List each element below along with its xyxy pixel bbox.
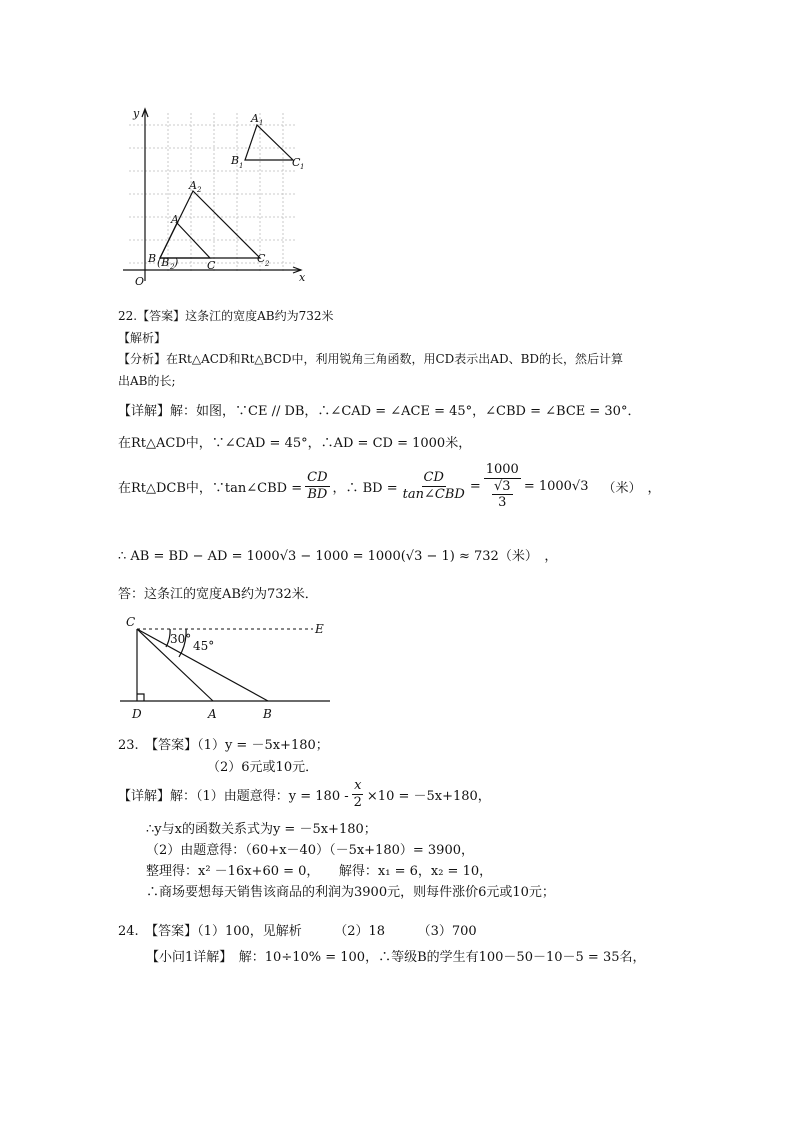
q22-eq1: = <box>469 478 481 494</box>
q23-detail-suffix: ×10 = －5x+180， <box>366 788 491 804</box>
frac3-den <box>490 479 515 511</box>
label-b2: (B <box>157 256 170 269</box>
label-e: E <box>315 622 324 636</box>
angle-45-label: 45° <box>193 639 215 653</box>
q23-answer-2: （2）6元或10元． <box>207 760 319 775</box>
q23-detail <box>118 778 491 810</box>
label-c2-sub: 2 <box>265 260 270 268</box>
label-b2-close: ) <box>174 256 179 269</box>
q23-relation: ∴y与x的函数关系式为y = －5x+180； <box>146 822 377 837</box>
coordinate-figure <box>115 103 315 293</box>
label-a2: A <box>189 179 197 192</box>
origin-label: O <box>135 275 145 288</box>
q22-dcb-prefix: 在Rt△DCB中，∵tan∠CBD = <box>118 480 303 496</box>
frac3-num: 1000 <box>485 462 519 477</box>
figure2-labels <box>126 615 324 721</box>
axis-x-label: x <box>299 271 306 284</box>
frac2-num: CD <box>423 470 444 486</box>
label-d: D <box>132 707 142 721</box>
label-b1-sub: 1 <box>239 162 244 170</box>
fraction-x-2 <box>352 778 364 810</box>
q22-xiangjie: 【详解】解：如图，∵CE // DB，∴∠CAD = ∠ACE = 45°，∠CBD = ∠BCE = 30°． <box>118 404 641 419</box>
fraction-cd-bd <box>305 470 329 502</box>
label-b: B <box>263 707 272 721</box>
q24-detail: 【小问1详解】 解：10÷10% = 100，∴等级B的学生有100－50－10－5 = 35名， <box>146 950 646 965</box>
q23-answer-1: 23. 【答案】（1）y = －5x+180； <box>118 738 329 753</box>
frac1-num: CD <box>307 470 328 486</box>
axis-y-label: y <box>133 107 140 120</box>
fraction-cd-tan <box>401 470 467 502</box>
angle-30-label: 30° <box>170 632 192 646</box>
label-a: A <box>208 707 217 721</box>
q23-conclusion: ∴商场要想每天销售该商品的利润为3900元，则每件涨价6元或10元； <box>146 885 555 900</box>
q22-line-ab: ∴ AB = BD − AD = 1000√3 − 1000 = 1000(√3 − 1) ≈ 732（米） ， <box>118 549 558 564</box>
q22-line-acd: 在Rt△ACD中，∵∠CAD = 45°，∴AD = CD = 1000米， <box>118 436 472 451</box>
label-a: A <box>171 213 179 226</box>
frac2-den: tan∠CBD <box>402 486 465 502</box>
label-b1: B <box>231 154 240 167</box>
triangle-abc <box>160 223 210 258</box>
q23-frac-den: 2 <box>353 794 362 810</box>
q22-line-dcb <box>118 462 661 511</box>
q22-eq2: = 1000√3 <box>523 478 589 494</box>
label-c1: C <box>292 156 301 169</box>
q22-therefore-bd: ，∴ BD = <box>332 480 398 496</box>
q22-fenxi-2: 出AB的长; <box>118 374 176 388</box>
frac3-den-den: 3 <box>498 495 507 511</box>
q23-detail-prefix: 【详解】解：（1）由题意得：y = 180 - <box>118 788 349 804</box>
label-a1: A <box>251 112 259 125</box>
figure1-labels <box>132 107 306 288</box>
q22-answer: 22.【答案】这条江的宽度AB约为732米 <box>118 309 334 323</box>
grid-lines <box>129 113 295 271</box>
fraction-1000-sqrt3 <box>484 462 521 511</box>
q22-unit: （米） <box>602 480 642 496</box>
label-c2: C <box>257 252 266 265</box>
label-a1-sub: 1 <box>259 119 264 127</box>
river-lines <box>120 629 330 701</box>
q22-final-answer: 答：这条江的宽度AB约为732米． <box>118 587 318 602</box>
frac1-den: BD <box>307 486 328 502</box>
label-c1-sub: 1 <box>300 163 305 171</box>
label-b: B <box>148 252 157 265</box>
triangle-a1b1c1 <box>245 125 293 160</box>
q22-fenxi-1: 【分析】在Rt△ACD和Rt△BCD中，利用锐角三角函数，用CD表示出AD、BD的长，然后计算 <box>118 352 624 366</box>
river-figure <box>118 612 338 724</box>
label-b2-sub: 2 <box>170 263 175 271</box>
frac3-den-num: √3 <box>493 478 511 494</box>
q22-comma: ， <box>647 480 661 496</box>
q23-simplify: 整理得：x² －16x+60 = 0， 解得：x₁ = 6，x₂ = 10， <box>146 864 493 879</box>
q23-frac-num: x <box>354 778 362 793</box>
q24-answer: 24. 【答案】（1）100，见解析 （2）18 （3）700 <box>118 924 477 939</box>
label-a2-sub: 2 <box>197 186 202 194</box>
q22-jiexi: 【解析】 <box>118 331 167 345</box>
q23-part2: （2）由题意得：（60+x－40）（－5x+180）= 3900， <box>146 843 474 858</box>
label-c: C <box>126 615 136 629</box>
label-c: C <box>207 259 216 272</box>
